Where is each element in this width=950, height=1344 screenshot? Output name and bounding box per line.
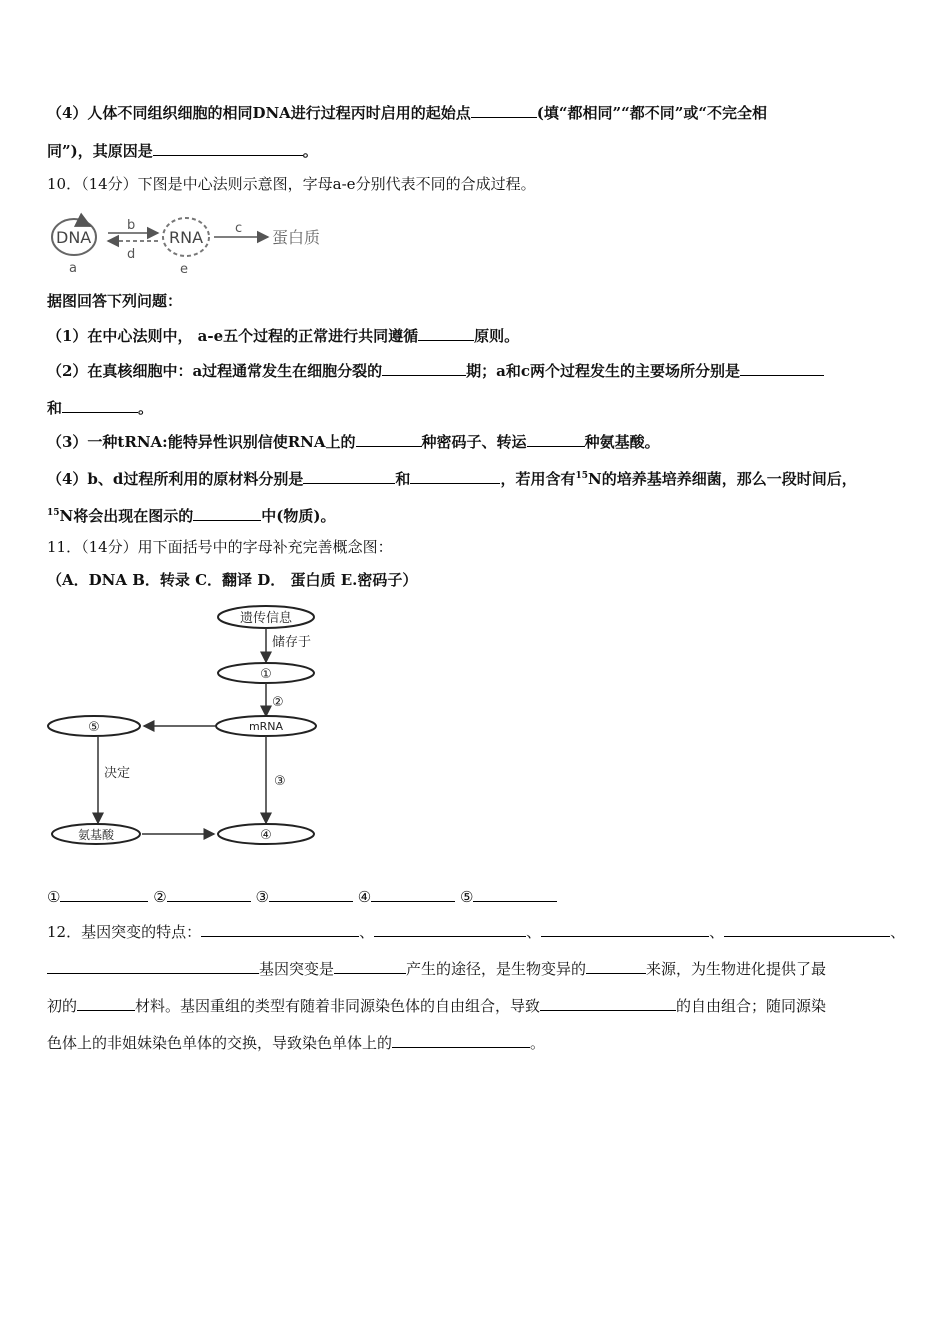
answer-blank[interactable] <box>382 360 466 376</box>
answer-blank[interactable] <box>356 431 422 447</box>
q9-part4-line2 <box>47 140 318 161</box>
separator: 、 <box>890 923 906 941</box>
q10-part4-text-b: 和 <box>395 470 411 488</box>
answer-blank[interactable] <box>269 886 353 902</box>
q10-part4-line1 <box>47 466 857 489</box>
q10-part4-text-e: N将会出现在图示的 <box>59 507 194 525</box>
q10-part4-text-c: ，若用含有 <box>500 470 576 488</box>
separator: 、 <box>526 923 542 941</box>
answer-blank[interactable] <box>540 995 676 1011</box>
separator: 、 <box>709 923 725 941</box>
amino-acid-label: 氨基酸 <box>77 828 115 842</box>
answer-blank[interactable] <box>374 921 526 937</box>
answer-blank[interactable] <box>47 958 259 974</box>
answer-blank[interactable] <box>167 886 251 902</box>
process-c-label: c <box>235 221 243 236</box>
answer-2-label: ② <box>153 888 167 906</box>
answer-blank[interactable] <box>392 1032 530 1048</box>
q11-options <box>47 570 417 590</box>
answer-3-label: ③ <box>255 888 269 906</box>
process-a-label: a <box>69 261 77 276</box>
concept-map-diagram <box>46 600 336 855</box>
q9-part4-text-b: (填“都相同”“都不同”或“不完全相 <box>536 104 768 122</box>
q10-part3-text-a: （3）一种tRNA:能特异性识别信使RNA上的 <box>47 433 356 451</box>
q12-text-b: 产生的途径，是生物变异的 <box>406 960 587 978</box>
q10-part1-text-a: （1）在中心法则中， a-e五个过程的正常进行共同遵循 <box>47 327 419 345</box>
period: 。 <box>530 1034 546 1052</box>
q12-line1 <box>47 921 905 942</box>
stored-in-label: 储存于 <box>272 635 312 650</box>
answer-blank[interactable] <box>60 886 148 902</box>
isotope-superscript: 15 <box>47 508 60 518</box>
q12-text-a: 基因突变是 <box>259 960 335 978</box>
protein-label: 蛋白质 <box>272 228 321 247</box>
q12-line4 <box>47 1032 545 1053</box>
step-2-label: ② <box>272 695 284 710</box>
q10-part3-text-c: 种氨基酸。 <box>584 433 660 451</box>
answer-blank[interactable] <box>586 958 646 974</box>
q12-text-f: 的自由组合；随同源染 <box>676 997 827 1015</box>
central-dogma-diagram <box>46 200 346 280</box>
q9-part4-text-a: （4）人体不同组织细胞的相同DNA进行过程丙时启用的起始点 <box>47 104 471 122</box>
period: 。 <box>302 142 318 160</box>
q10-part4-text-d: N的培养基培养细菌，那么一段时间后， <box>587 470 857 488</box>
q12-line3 <box>47 995 826 1016</box>
q12-text-e: 材料。基因重组的类型有随着非同源染色体的自由组合，导致 <box>135 997 541 1015</box>
q10-part2-text-a: （2）在真核细胞中：a过程通常发生在细胞分裂的 <box>47 362 383 380</box>
node-1-label: ① <box>260 667 272 682</box>
q12-text-c: 来源，为生物进化提供了最 <box>646 960 827 978</box>
answer-blank[interactable] <box>724 921 890 937</box>
dna-label: DNA <box>56 228 92 247</box>
rna-label: RNA <box>169 228 204 247</box>
q9-part4-text-c: 同”)，其原因是 <box>47 142 153 160</box>
answer-blank[interactable] <box>473 886 557 902</box>
answer-blank[interactable] <box>62 397 138 413</box>
answer-blank[interactable] <box>410 468 500 484</box>
q10-part1 <box>47 325 519 346</box>
q9-part4-line1 <box>47 102 767 123</box>
node-4-label: ④ <box>260 828 272 843</box>
q10-stem-text: 10．（14分）下图是中心法则示意图，字母a-e分别代表不同的合成过程。 <box>47 175 536 193</box>
answer-blank[interactable] <box>527 431 585 447</box>
answer-blank[interactable] <box>334 958 406 974</box>
answer-blank[interactable] <box>541 921 709 937</box>
answer-blank[interactable] <box>193 505 261 521</box>
q10-part2-text-c: 和 <box>47 399 63 417</box>
q12-text-d: 初的 <box>47 997 78 1015</box>
q12-line2 <box>47 958 826 979</box>
q11-answers <box>47 886 557 907</box>
answer-blank[interactable] <box>303 468 395 484</box>
answer-blank[interactable] <box>418 325 474 341</box>
q10-stem <box>47 174 536 194</box>
process-b-label: b <box>127 218 136 233</box>
q10-part3-text-b: 种密码子、转运 <box>421 433 527 451</box>
q11-options-text: （A．DNA B．转录 C．翻译 D． 蛋白质 E.密码子） <box>47 571 418 589</box>
step-3-label: ③ <box>274 774 286 789</box>
q10-part3 <box>47 431 660 452</box>
q12-stem-text: 12．基因突变的特点： <box>47 923 202 941</box>
answer-1-label: ① <box>47 888 61 906</box>
genetic-info-label: 遗传信息 <box>239 611 293 626</box>
answer-4-label: ④ <box>357 888 372 906</box>
answer-blank[interactable] <box>77 995 135 1011</box>
answer-blank[interactable] <box>201 921 359 937</box>
isotope-superscript: 15 <box>575 471 588 481</box>
q10-part1-text-b: 原则。 <box>474 327 520 345</box>
decides-label: 决定 <box>104 766 131 781</box>
q10-part2-line2 <box>47 397 153 418</box>
q10-part4-line2 <box>47 503 335 526</box>
answer-blank[interactable] <box>471 102 537 118</box>
answer-blank[interactable] <box>371 886 455 902</box>
q11-stem <box>47 537 393 557</box>
answer-blank[interactable] <box>740 360 824 376</box>
period: 。 <box>138 399 154 417</box>
node-5-label: ⑤ <box>88 720 100 735</box>
q11-stem-text: 11．（14分）用下面括号中的字母补充完善概念图： <box>47 538 393 556</box>
answer-5-label: ⑤ <box>459 888 474 906</box>
q10-intro <box>47 291 182 311</box>
separator: 、 <box>359 923 375 941</box>
q10-part2-text-b: 期；a和c两个过程发生的主要场所分别是 <box>466 362 741 380</box>
process-d-label: d <box>127 247 136 262</box>
q12-text-g: 色体上的非姐妹染色单体的交换，导致染色单体上的 <box>47 1034 393 1052</box>
q10-part4-text-a: （4）b、d过程所利用的原材料分别是 <box>47 470 304 488</box>
q10-part2-line1 <box>47 360 824 381</box>
answer-blank[interactable] <box>153 140 303 156</box>
q10-part4-text-f: 中(物质)。 <box>261 507 336 525</box>
mrna-label: mRNA <box>248 720 284 733</box>
q10-intro-text: 据图回答下列问题： <box>47 292 183 310</box>
process-e-label: e <box>180 262 188 277</box>
